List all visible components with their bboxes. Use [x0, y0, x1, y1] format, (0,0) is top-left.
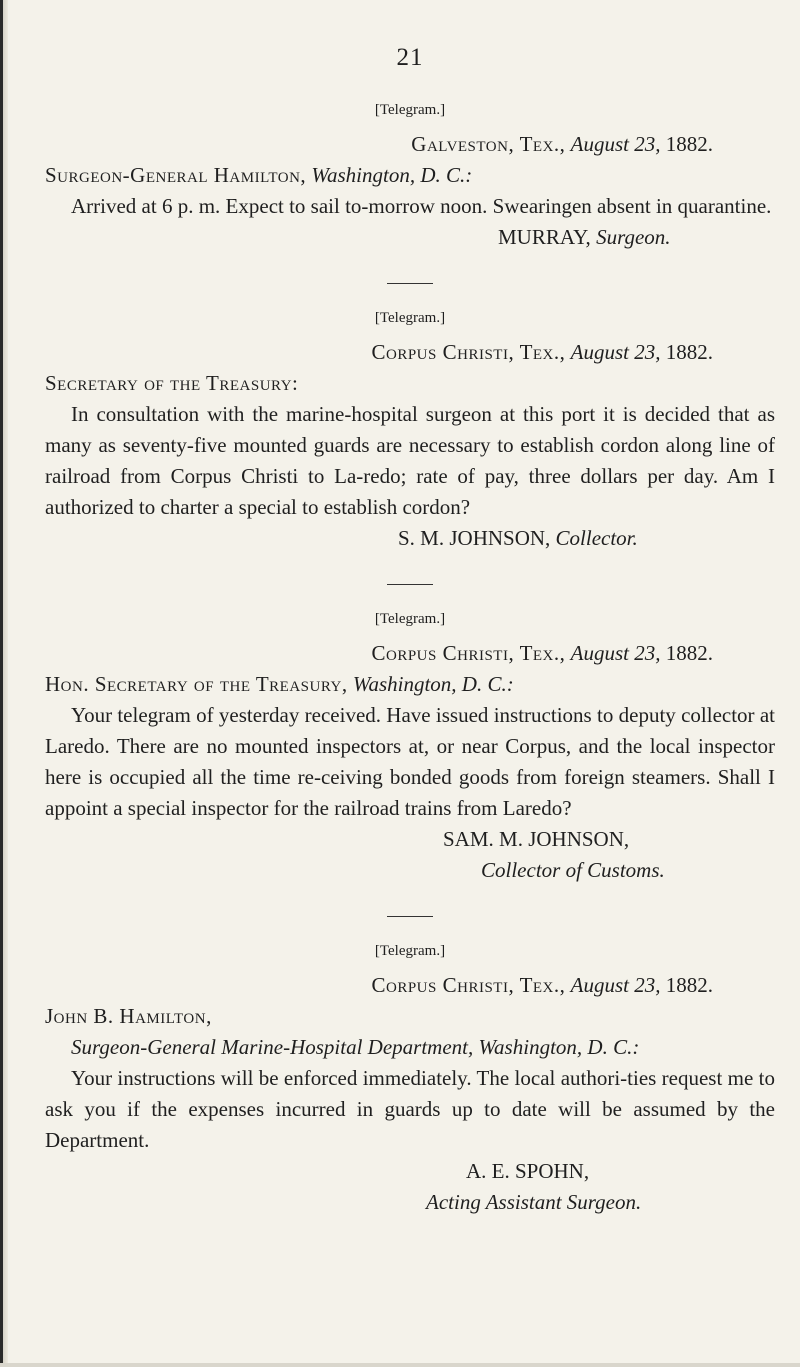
signer-title: Collector. — [555, 526, 638, 550]
scan-edge-bottom — [0, 1363, 800, 1367]
dateline-date: August 23, — [570, 132, 661, 156]
dateline-year: 1882. — [665, 132, 713, 156]
telegram-body: In consultation with the marine-hospital surgeon at this port it is decided that as many as seventy-five mounted guards are necessary to establish cordon along line of railroad from Corpus Christi to La-redo; rate of pay, three dollars per day. Am I authorized to charter a special to establish cordon? — [45, 402, 775, 519]
address-name: Surgeon-General Hamilton, — [45, 163, 307, 187]
telegram-2 — [45, 310, 775, 554]
telegram-label: [Telegram.] — [374, 102, 446, 118]
scan-edge — [0, 0, 8, 1367]
divider — [387, 584, 433, 585]
dateline-year: 1882. — [665, 973, 713, 997]
telegram-signature — [45, 523, 775, 554]
telegram-dateline — [45, 638, 775, 669]
dateline-place: Corpus Christi, Tex., — [371, 340, 566, 364]
telegram-3 — [45, 611, 775, 886]
telegram-label: [Telegram.] — [374, 611, 446, 627]
telegram-body: Your telegram of yesterday received. Have issued instructions to deputy collector at Laredo. There are no mounted inspectors at, or near Corpus, and the local inspector here is occupied all the time re-ceiving bonded goods from foreign steamers. Shall I appoint a special inspector for the railroad trains from Laredo? — [45, 703, 775, 820]
dateline-year: 1882. — [665, 641, 713, 665]
telegram-address — [45, 669, 775, 700]
dateline-place: Galveston, Tex., — [411, 132, 566, 156]
telegram-dateline — [45, 337, 775, 368]
telegram-label: [Telegram.] — [374, 310, 446, 326]
signer-title: Collector of Customs. — [481, 858, 665, 882]
telegram-body: Arrived at 6 p. m. Expect to sail to-morrow noon. Swearingen absent in quarantine. — [71, 194, 772, 218]
dateline-date: August 23, — [570, 340, 661, 364]
address-location: Surgeon-General Marine-Hospital Department, Washington, D. C.: — [71, 1035, 640, 1059]
dateline-year: 1882. — [665, 340, 713, 364]
dateline-date: August 23, — [570, 641, 661, 665]
telegram-1 — [45, 102, 775, 253]
telegram-address-location — [45, 1032, 775, 1063]
telegram-dateline — [45, 129, 775, 160]
signer-title: Surgeon. — [596, 225, 671, 249]
address-location: Washington, D. C.: — [352, 672, 514, 696]
telegram-4 — [45, 943, 775, 1218]
telegram-signature — [45, 824, 775, 886]
signer-name: A. E. SPOHN, — [466, 1159, 590, 1183]
dateline-place: Corpus Christi, Tex., — [371, 641, 566, 665]
signer-name: MURRAY, — [498, 225, 591, 249]
telegram-label: [Telegram.] — [374, 943, 446, 959]
document-page — [45, 44, 775, 1218]
address-location: Washington, D. C.: — [311, 163, 473, 187]
address-name: Hon. Secretary of the Treasury, — [45, 672, 348, 696]
telegram-address-name — [45, 1001, 775, 1032]
telegram-dateline — [45, 970, 775, 1001]
divider — [387, 916, 433, 917]
signer-title: Acting Assistant Surgeon. — [426, 1190, 642, 1214]
dateline-date: August 23, — [570, 973, 661, 997]
page-number: 21 — [396, 44, 424, 71]
telegram-address — [45, 160, 775, 191]
signer-name: SAM. M. JOHNSON, — [443, 827, 630, 851]
telegram-signature — [45, 1156, 775, 1218]
telegram-address — [45, 368, 775, 399]
telegram-body: Your instructions will be enforced immediately. The local authori-ties request me to ask you if the expenses incurred in guards up to date will be assumed by the Department. — [45, 1066, 775, 1152]
telegram-signature — [45, 222, 775, 253]
divider — [387, 283, 433, 284]
dateline-place: Corpus Christi, Tex., — [371, 973, 566, 997]
signer-name: S. M. JOHNSON, — [398, 526, 551, 550]
address-name: Secretary of the Treasury: — [45, 371, 299, 395]
address-name: John B. Hamilton, — [45, 1004, 212, 1028]
